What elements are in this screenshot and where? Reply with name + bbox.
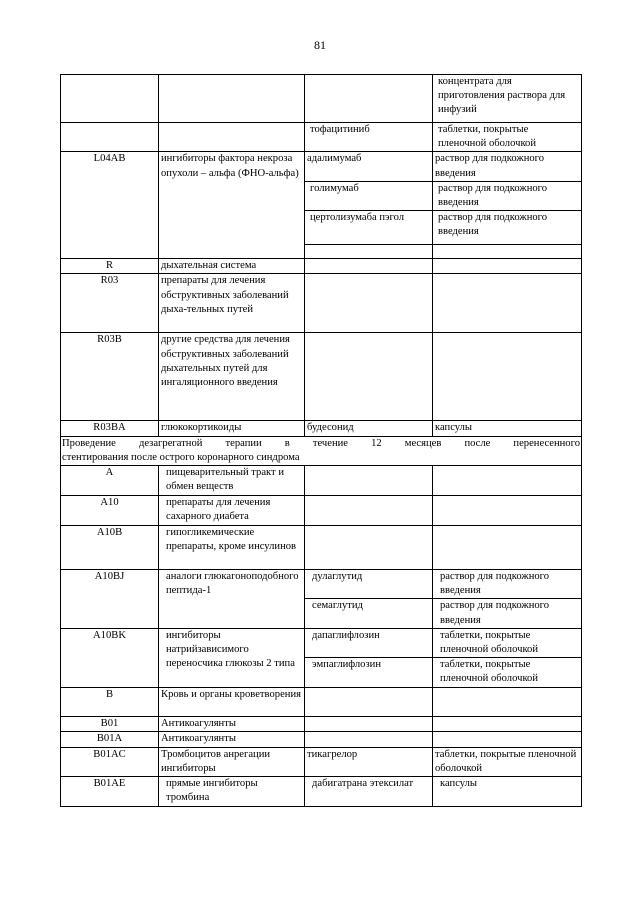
- form-cell: [433, 274, 582, 333]
- atc-code-cell: A10: [61, 496, 159, 526]
- table-row: [61, 421, 582, 436]
- form-cell: [433, 333, 582, 421]
- table-row: [61, 259, 582, 274]
- table-row: [61, 732, 582, 747]
- drug-cell: цертолизумаба пэгол: [305, 211, 433, 245]
- group-cell: препараты для лечения обструктивных заболеваний дыха-тельных путей: [159, 274, 305, 333]
- drug-cell: дабигатрана этексилат: [305, 777, 433, 807]
- form-cell: [433, 496, 582, 526]
- drug-cell: тофацитиниб: [305, 123, 433, 152]
- drug-cell: [305, 245, 433, 259]
- form-cell: [433, 717, 582, 732]
- group-cell: ингибиторы натрийзависимого переносчика глюкозы 2 типа: [159, 628, 305, 687]
- atc-code-cell: [61, 75, 159, 123]
- group-cell: Тромбоцитов анрегации ингибиторы: [159, 747, 305, 776]
- form-cell: [433, 245, 582, 259]
- form-cell: [433, 732, 582, 747]
- atc-code-cell: B01AC: [61, 747, 159, 776]
- form-cell: раствор для подкожного введения: [433, 181, 582, 210]
- atc-code-cell: L04AB: [61, 152, 159, 259]
- form-cell: капсулы: [433, 777, 582, 807]
- drug-cell: [305, 259, 433, 274]
- table-row: [61, 496, 582, 526]
- drug-cell: семаглутид: [305, 599, 433, 628]
- form-cell: [433, 259, 582, 274]
- group-cell: гипогликемические препараты, кроме инсулинов: [159, 526, 305, 570]
- form-cell: [433, 466, 582, 496]
- group-cell: прямые ингибиторы тромбина: [159, 777, 305, 807]
- group-cell: дыхательная система: [159, 259, 305, 274]
- form-cell: капсулы: [433, 421, 582, 436]
- page-number: 81: [314, 38, 326, 52]
- group-cell: препараты для лечения сахарного диабета: [159, 496, 305, 526]
- drug-cell: [305, 526, 433, 570]
- group-cell: Антикоагулянты: [159, 732, 305, 747]
- table-row: [61, 123, 582, 152]
- form-cell: раствор для подкожного введения: [433, 152, 582, 181]
- table-row: [61, 717, 582, 732]
- form-cell: [433, 526, 582, 570]
- group-cell: ингибиторы фактора некроза опухоли – альфа (ФНО-альфа): [159, 152, 305, 259]
- atc-code-cell: B01AE: [61, 777, 159, 807]
- group-cell: пищеварительный тракт и обмен веществ: [159, 466, 305, 496]
- drug-cell: эмпаглифлозин: [305, 658, 433, 688]
- atc-code-cell: R03: [61, 274, 159, 333]
- drug-cell: [305, 274, 433, 333]
- form-cell: таблетки, покрытые пленочной оболочкой: [433, 123, 582, 152]
- section-heading-line: Проведение дезагрегатной терапии в течение 12 месяцев после перенесенного: [62, 437, 580, 449]
- drug-cell: будесонид: [305, 421, 433, 436]
- form-cell: раствор для подкожного введения: [433, 211, 582, 245]
- drug-cell: [305, 717, 433, 732]
- atc-code-cell: B: [61, 688, 159, 717]
- atc-code-cell: [61, 123, 159, 152]
- drug-table: [60, 74, 582, 807]
- form-cell: таблетки, покрытые пленочной оболочкой: [433, 658, 582, 688]
- drug-cell: [305, 75, 433, 123]
- drug-cell: [305, 333, 433, 421]
- form-cell: раствор для подкожного введения: [433, 570, 582, 599]
- atc-code-cell: A: [61, 466, 159, 496]
- table-row: [61, 152, 582, 181]
- atc-code-cell: R03B: [61, 333, 159, 421]
- drug-cell: дулаглутид: [305, 570, 433, 599]
- table-row: [61, 526, 582, 570]
- drug-cell: [305, 688, 433, 717]
- table-row: [61, 333, 582, 421]
- table-row: [61, 688, 582, 717]
- form-cell: раствор для подкожного введения: [433, 599, 582, 628]
- atc-code-cell: A10BK: [61, 628, 159, 687]
- atc-code-cell: B01A: [61, 732, 159, 747]
- form-cell: таблетки, покрытые пленочной оболочкой: [433, 747, 582, 776]
- drug-cell: тикагрелор: [305, 747, 433, 776]
- table-row: [61, 75, 582, 123]
- drug-cell: голимумаб: [305, 181, 433, 210]
- table-row: [61, 274, 582, 333]
- table-row: [61, 747, 582, 776]
- section-heading: [61, 436, 582, 465]
- table-row: [61, 628, 582, 657]
- group-cell: [159, 123, 305, 152]
- form-cell: концентрата для приготовления раствора для инфузий: [433, 75, 582, 123]
- drug-cell: [305, 496, 433, 526]
- form-cell: таблетки, покрытые пленочной оболочкой: [433, 628, 582, 657]
- group-cell: Антикоагулянты: [159, 717, 305, 732]
- atc-code-cell: A10BJ: [61, 570, 159, 629]
- table-row: [61, 570, 582, 599]
- form-cell: [433, 688, 582, 717]
- table-row: [61, 466, 582, 496]
- group-cell: глюкокортикоиды: [159, 421, 305, 436]
- atc-code-cell: R03BA: [61, 421, 159, 436]
- section-heading-line: стентирования после острого коронарного синдрома: [62, 451, 300, 463]
- table-row: [61, 777, 582, 807]
- group-cell: Кровь и органы кроветворения: [159, 688, 305, 717]
- drug-cell: адалимумаб: [305, 152, 433, 181]
- atc-code-cell: B01: [61, 717, 159, 732]
- drug-cell: [305, 466, 433, 496]
- atc-code-cell: A10B: [61, 526, 159, 570]
- section-heading-row: [61, 436, 582, 465]
- drug-cell: дапаглифлозин: [305, 628, 433, 657]
- atc-code-cell: R: [61, 259, 159, 274]
- drug-cell: [305, 732, 433, 747]
- group-cell: [159, 75, 305, 123]
- group-cell: другие средства для лечения обструктивных заболеваний дыхательных путей для ингаляционного введения: [159, 333, 305, 421]
- group-cell: аналоги глюкагоноподобного пептида-1: [159, 570, 305, 629]
